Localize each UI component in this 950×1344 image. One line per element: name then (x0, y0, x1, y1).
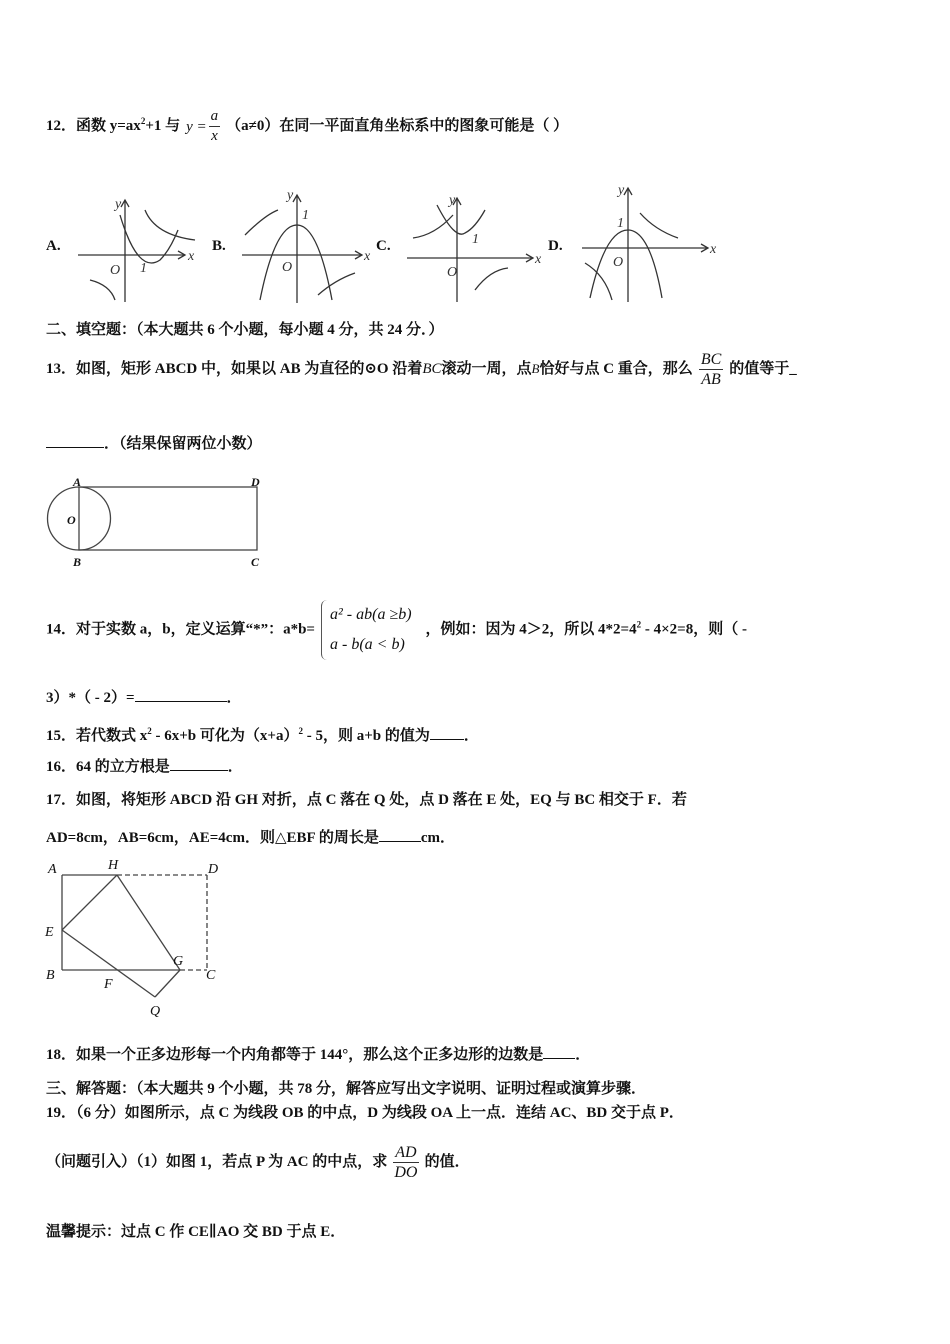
q15-text-1: 15．若代数式 x (46, 728, 148, 744)
question-12 (46, 107, 568, 146)
graph-b-x: x (364, 249, 371, 264)
graph-a-origin: O (110, 263, 121, 278)
question-13 (46, 350, 797, 389)
question-18 (46, 1044, 590, 1065)
q12-text-mid: +1 与 (145, 117, 181, 134)
q14-case-2: a - b(a < b) (329, 636, 405, 653)
q14-text-3: - 4×2=8，则（ - (641, 621, 747, 638)
option-d-label[interactable]: D. (548, 238, 563, 254)
graph-a-y: y (115, 197, 122, 212)
q15-end: ． (463, 728, 479, 744)
option-c-label[interactable]: C. (376, 238, 391, 254)
q19-fraction (393, 1143, 418, 1182)
q13-text-line2: ．（结果保留两位小数） (104, 436, 262, 452)
q17-text-2b: cm． (420, 830, 455, 846)
q12-sup: 2 (140, 115, 146, 126)
q15-sup: 2 (147, 726, 152, 736)
q19-text-2b: 的值． (424, 1153, 470, 1170)
q12-fraction-lhs: y = (186, 118, 207, 135)
graph-a (70, 190, 200, 305)
q14-case-1: a² - ab(a ≥b) (329, 606, 412, 623)
q17-figure (40, 855, 240, 1020)
q13-bc: BC (422, 360, 442, 377)
graph-a-x: x (188, 249, 195, 264)
answer-blank-14[interactable] (135, 687, 227, 702)
q14-text-2: ，例如：因为 4＞2，所以 4*2=4 (425, 621, 637, 638)
q17-label-d: D (208, 862, 219, 877)
option-b-label[interactable]: B. (212, 238, 226, 254)
q14-text-line2: 3）*（ - 2）= (46, 690, 135, 706)
question-19-hint: 温馨提示：过点 C 作 CE∥AO 交 BD 于点 E． (46, 1224, 346, 1240)
question-15 (46, 721, 479, 746)
q15-text-2: - 6x+b 可化为（x+a） (151, 728, 299, 744)
option-a-label[interactable]: A. (46, 238, 61, 254)
q17-text-2a: AD=8cm，AB=6cm，AE=4cm．则△EBF 的周长是 (46, 830, 379, 846)
graph-c (405, 190, 545, 305)
q17-label-a: A (48, 862, 57, 877)
q14-end: ． (226, 690, 242, 706)
q19-text-2a: （问题引入）（1）如图 1，若点 P 为 AC 的中点，求 (46, 1153, 388, 1170)
q16-end: ． (227, 759, 243, 775)
graph-d-y: y (618, 183, 625, 198)
q13-fraction (699, 350, 723, 389)
graph-b (240, 185, 375, 305)
q17-label-h: H (108, 858, 119, 873)
graph-d-origin: O (613, 255, 624, 270)
answer-blank-16[interactable] (170, 756, 228, 771)
graph-c-origin: O (447, 265, 458, 280)
q17-label-q: Q (150, 1004, 161, 1019)
section-3-heading: 三、解答题：（本大题共 9 个小题，共 78 分，解答应写出文字说明、证明过程或演算步骤． (46, 1081, 647, 1097)
q13-label-o: O (67, 513, 76, 527)
graph-c-y: y (449, 193, 456, 208)
question-19-intro (46, 1143, 470, 1182)
section-2-heading: 二、填空题：（本大题共 6 个小题，每小题 4 分，共 24 分．） (46, 322, 444, 338)
q12-text-suffix: （a≠0）在同一平面直角坐标系中的图象可能是（ ） (226, 117, 569, 134)
question-16 (46, 756, 243, 777)
question-14 (46, 600, 747, 660)
answer-blank-17[interactable] (379, 827, 421, 842)
graph-a-one: 1 (140, 261, 147, 276)
q13-label-d: D (251, 475, 260, 489)
q13-b: B (531, 360, 540, 376)
graph-d-x: x (710, 242, 717, 257)
graph-b-origin: O (282, 260, 293, 275)
graph-d-one: 1 (617, 216, 624, 231)
q13-text-4: 的值等于_ (729, 360, 797, 377)
q14-text-1: 14．对于实数 a，b，定义运算“*”：a*b= (46, 621, 315, 638)
q16-text: 16．64 的立方根是 (46, 759, 170, 775)
q17-label-c: C (206, 968, 216, 983)
q18-text: 18．如果一个正多边形每一个内角都等于 144°，那么这个正多边形的边数是 (46, 1047, 544, 1063)
graph-d (580, 180, 720, 305)
q17-label-b: B (46, 968, 55, 983)
q13-text-2: 滚动一周，点 (441, 360, 532, 377)
q18-end: ． (575, 1047, 591, 1063)
question-17: 17．如图，将矩形 ABCD 沿 GH 对折，点 C 落在 Q 处，点 D 落在 E 处，EQ 与 BC 相交于 F．若 (46, 792, 687, 808)
q17-label-f: F (104, 977, 113, 992)
answer-blank-13[interactable] (46, 433, 104, 448)
q13-fraction-den: AB (701, 371, 721, 388)
q12-fraction (209, 107, 221, 146)
question-19: 19．（6 分）如图所示，点 C 为线段 OB 的中点，D 为线段 OA 上一点．连结 AC、BD 交于点 P． (46, 1105, 684, 1121)
q13-fraction-num: BC (700, 351, 722, 368)
graph-b-one: 1 (302, 208, 309, 223)
question-13-cont (46, 433, 262, 454)
q17-label-e: E (45, 925, 54, 940)
q14-sup: 2 (636, 619, 642, 630)
graph-c-x: x (535, 252, 542, 267)
q13-label-b: B (73, 555, 82, 569)
q13-figure (45, 475, 275, 570)
q15-text-3: - 5，则 a+b 的值为 (302, 728, 430, 744)
q13-label-a: A (73, 475, 82, 489)
q17-label-g: G (173, 954, 184, 969)
q12-text-prefix: 12．函数 y=ax (46, 117, 141, 134)
q19-fraction-num: AD (395, 1144, 417, 1161)
q13-text-3: 恰好与点 C 重合，那么 (539, 360, 693, 377)
question-14-cont (46, 687, 242, 708)
answer-blank-15[interactable] (430, 725, 464, 740)
q12-fraction-den: x (211, 128, 218, 144)
q13-label-c: C (251, 555, 260, 569)
q15-sup2: 2 (298, 726, 303, 736)
q19-fraction-den: DO (394, 1164, 418, 1181)
q14-piecewise (321, 600, 420, 660)
q13-text-1: 13．如图，矩形 ABCD 中，如果以 AB 为直径的⊙O 沿着 (46, 360, 423, 377)
graph-b-y: y (287, 188, 294, 203)
question-17-cont (46, 827, 455, 848)
q12-fraction-num: a (209, 107, 221, 127)
graph-c-one: 1 (472, 232, 479, 247)
answer-blank-18[interactable] (543, 1044, 575, 1059)
